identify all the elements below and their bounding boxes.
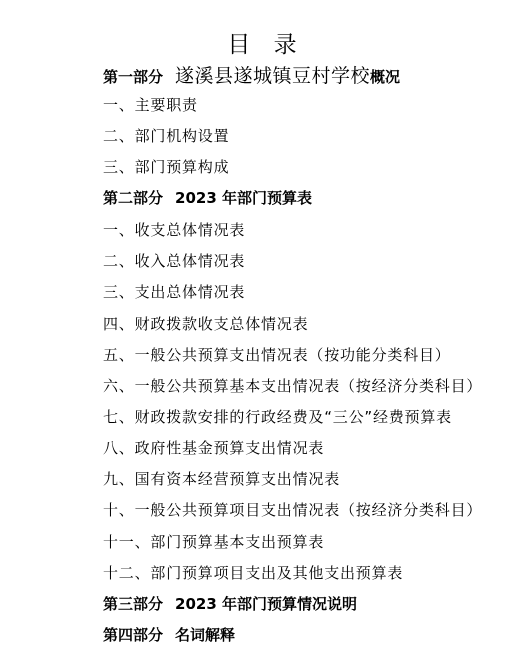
page-title: 目 录 (227, 32, 305, 58)
toc-item: 九、国有资本经营预算支出情况表 (103, 470, 341, 488)
part-3-label: 第三部分 (103, 595, 164, 613)
toc-item: 十一、部门预算基本支出预算表 (103, 533, 325, 551)
part-1-name: 遂溪县遂城镇豆村学校 (175, 65, 371, 87)
toc-item: 六、一般公共预算基本支出情况表（按经济分类科目） (103, 377, 483, 395)
toc-item: 一、收支总体情况表 (103, 221, 246, 239)
toc-item: 二、部门机构设置 (103, 127, 230, 145)
toc-item: 三、支出总体情况表 (103, 283, 246, 301)
toc-item: 十二、部门预算项目支出及其他支出预算表 (103, 564, 404, 582)
toc-item: 五、一般公共预算支出情况表（按功能分类科目） (103, 346, 451, 364)
part-2-label: 第二部分 (103, 189, 164, 207)
toc-part-1 (103, 63, 400, 90)
toc-item: 三、部门预算构成 (103, 158, 230, 176)
toc-item: 七、财政拨款安排的行政经费及“三公”经费预算表 (103, 408, 452, 426)
part-3-name: 2023 年部门预算情况说明 (175, 595, 357, 613)
toc-item: 四、财政拨款收支总体情况表 (103, 315, 309, 333)
toc-part-3 (103, 594, 357, 614)
part-4-name: 名词解释 (175, 626, 236, 644)
toc-item: 一、主要职责 (103, 96, 198, 114)
toc-part-4 (103, 625, 235, 645)
part-1-name-suffix: 概况 (370, 68, 401, 86)
toc-part-2 (103, 188, 312, 208)
part-1-label: 第一部分 (103, 68, 164, 86)
toc-item: 二、收入总体情况表 (103, 252, 246, 270)
toc-item: 八、政府性基金预算支出情况表 (103, 439, 325, 457)
part-2-name: 2023 年部门预算表 (175, 189, 312, 207)
toc-item: 十、一般公共预算项目支出情况表（按经济分类科目） (103, 501, 483, 519)
part-4-label: 第四部分 (103, 626, 164, 644)
